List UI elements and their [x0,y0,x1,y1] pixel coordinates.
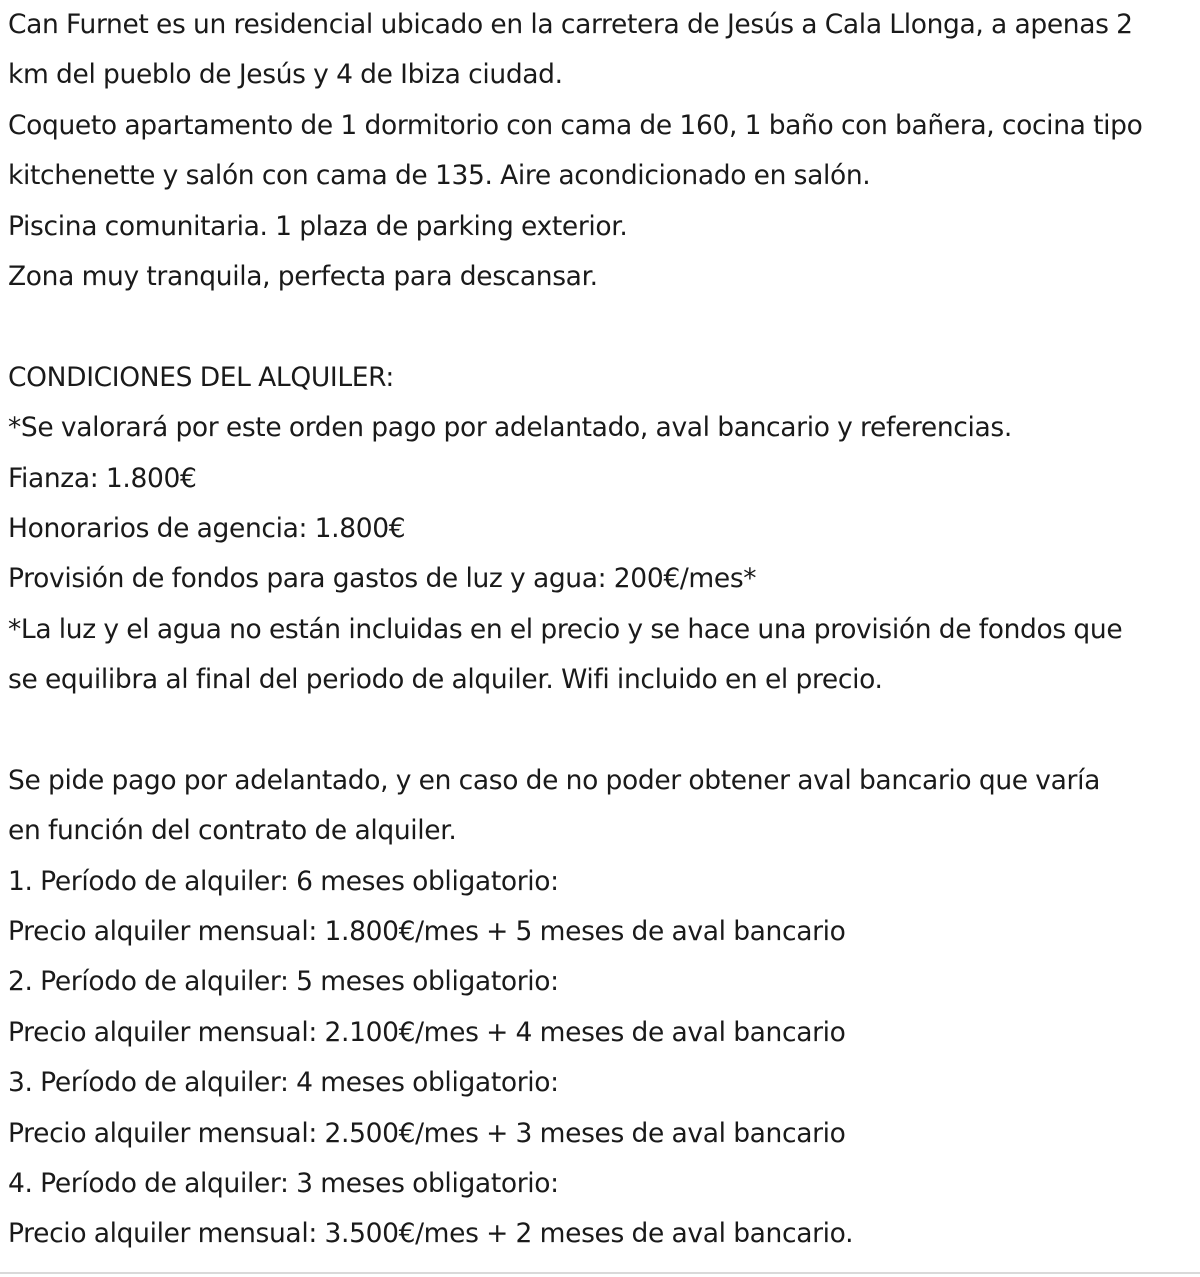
description-line: Can Furnet es un residencial ubicado en la carretera de Jesús a Cala Llonga, a apenas 2 [8,9,1133,40]
listing-text [8,0,1196,1260]
paragraph-spacer [8,705,1196,755]
agency-fee-line: Honorarios de agencia: 1.800€ [8,512,406,544]
conditions-note-line: se equilibra al final del periodo de alquiler. Wifi incluido en el precio. [8,664,883,696]
description-section [8,0,1196,302]
description-line: kitchenette y salón con cama de 135. Aire acondicionado en salón. [8,160,871,192]
conditions-note-line: *La luz y el agua no están incluidas en el precio y se hace una provisión de fondos que [8,613,1123,645]
description-line: Zona muy tranquila, perfecta para descansar. [8,260,598,292]
conditions-section [8,353,1196,706]
payment-intro-line: Se pide pago por adelantado, y en caso de no poder obtener aval bancario que varía [8,764,1100,796]
option-period: 2. Período de alquiler: 5 meses obligatorio: [8,966,559,998]
option-price: Precio alquiler mensual: 1.800€/mes + 5 meses de aval bancario [8,916,846,948]
conditions-heading: CONDICIONES DEL ALQUILER: [8,361,394,393]
option-price: Precio alquiler mensual: 3.500€/mes + 2 meses de aval bancario. [8,1218,854,1250]
option-price: Precio alquiler mensual: 2.500€/mes + 3 meses de aval bancario [8,1117,846,1149]
payment-intro-line: en función del contrato de alquiler. [8,815,457,847]
utilities-provision-line: Provisión de fondos para gastos de luz y agua: 200€/mes* [8,563,757,595]
option-period: 3. Período de alquiler: 4 meses obligatorio: [8,1067,559,1099]
description-line: Piscina comunitaria. 1 plaza de parking exterior. [8,210,628,242]
option-period: 1. Período de alquiler: 6 meses obligatorio: [8,865,559,897]
paragraph-spacer [8,302,1196,352]
option-price: Precio alquiler mensual: 2.100€/mes + 4 meses de aval bancario [8,1016,846,1048]
payment-section [8,756,1196,1260]
description-line: Coqueto apartamento de 1 dormitorio con cama de 160, 1 baño con bañera, cocina tipo [8,109,1143,141]
option-period: 4. Período de alquiler: 3 meses obligatorio: [8,1167,559,1199]
bottom-divider [0,1272,1200,1274]
description-line: km del pueblo de Jesús y 4 de Ibiza ciudad. [8,59,563,91]
deposit-line: Fianza: 1.800€ [8,462,197,494]
conditions-line: *Se valorará por este orden pago por adelantado, aval bancario y referencias. [8,412,1012,444]
